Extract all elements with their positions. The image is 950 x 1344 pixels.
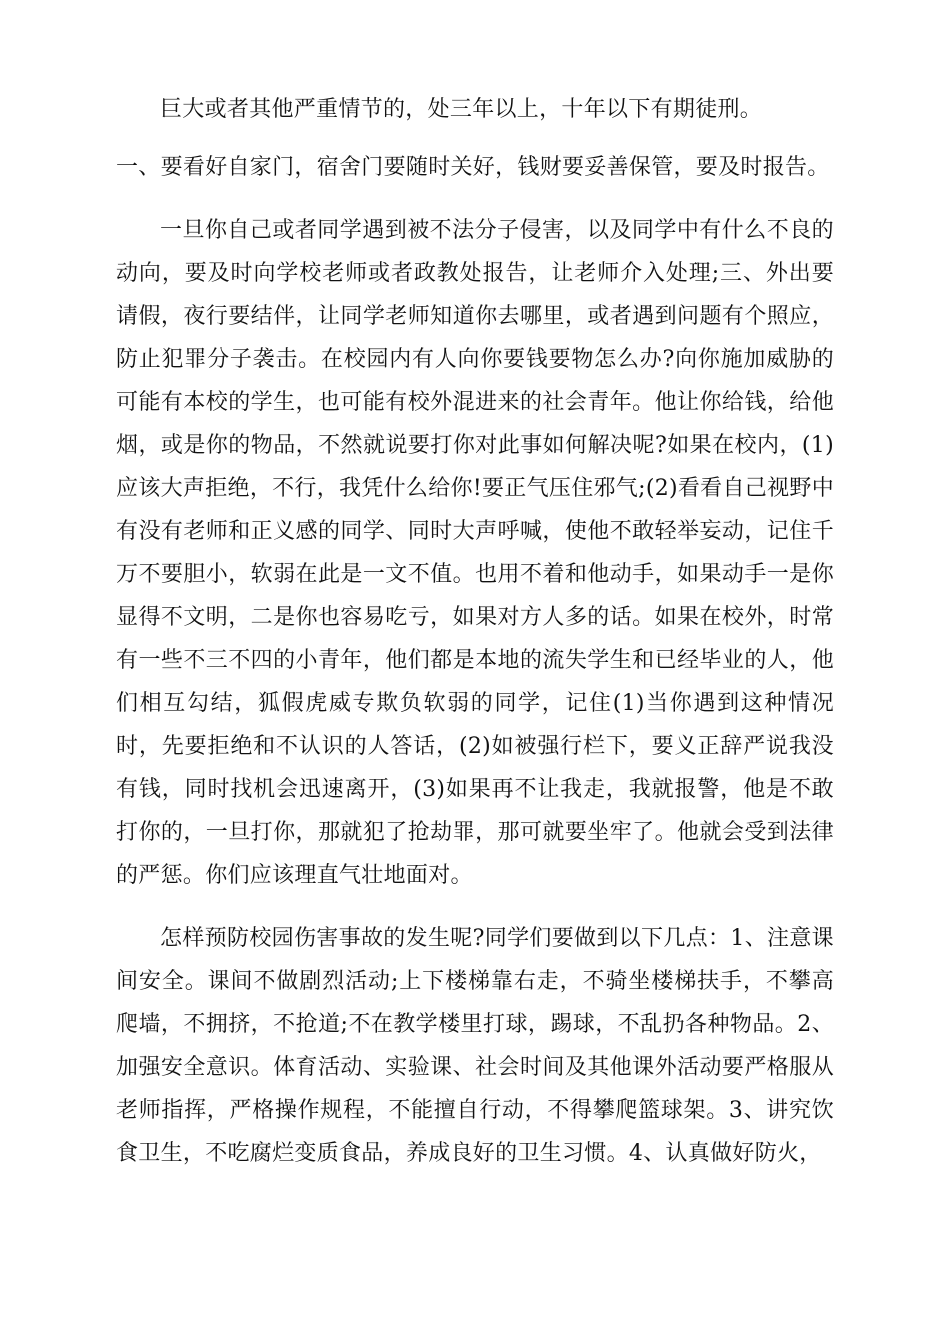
paragraph-reporting-and-threats: 一旦你自己或者同学遇到被不法分子侵害，以及同学中有什么不良的动向，要及时向学校老师或者政教处报告，让老师介入处理;三、外出要请假，夜行要结伴，让同学老师知道你去哪里，或者遇到问题有个照应，防止犯罪分子袭击。在校园内有人向你要钱要物怎么办?向你施加威胁的可能有本校的学生，也可能有校外混进来的社会青年。他让你给钱，给他烟，或是你的物品，不然就说要打你对此事如何解决呢?如果在校内，(1)应该大声拒绝，不行，我凭什么给你!要正气压住邪气;(2)看看自己视野中有没有老师和正义感的同学、同时大声呼喊，使他不敢轻举妄动，记住千万不要胆小，软弱在此是一文不值。也用不着和他动手，如果动手一是你显得不文明，二是你也容易吃亏，如果对方人多的话。如果在校外，时常有一些不三不四的小青年，他们都是本地的流失学生和已经毕业的人，他们相互勾结，狐假虎威专欺负软弱的同学，记住(1)当你遇到这种情况时，先要拒绝和不认识的人答话，(2)如被强行栏下，要义正辞严说我没有钱，同时找机会迅速离开，(3)如果再不让我走，我就报警，他是不敢打你的，一旦打你，那就犯了抢劫罪，那可就要坐牢了。他就会受到法律的严惩。你们应该理直气壮地面对。 [116,218,834,888]
paragraph-sentence-continuation: 巨大或者其他严重情节的，处三年以上，十年以下有期徒刑。 [160,97,763,122]
paragraph-rule-one: 一、要看好自家门，宿舍门要随时关好，钱财要妥善保管，要及时报告。 [116,155,830,180]
document-body [116,88,834,1175]
paragraph-injury-prevention: 怎样预防校园伤害事故的发生呢?同学们要做到以下几点：1、注意课间安全。课间不做剧烈活动;上下楼梯靠右走，不骑坐楼梯扶手，不攀高爬墙，不拥挤，不抢道;不在教学楼里打球，踢球，不乱扔各种物品。2、加强安全意识。体育活动、实验课、社会时间及其他课外活动要严格服从老师指挥，严格操作规程，不能擅自行动，不得攀爬篮球架。3、讲究饮食卫生，不吃腐烂变质食品，养成良好的卫生习惯。4、认真做好防火， [116,926,834,1166]
